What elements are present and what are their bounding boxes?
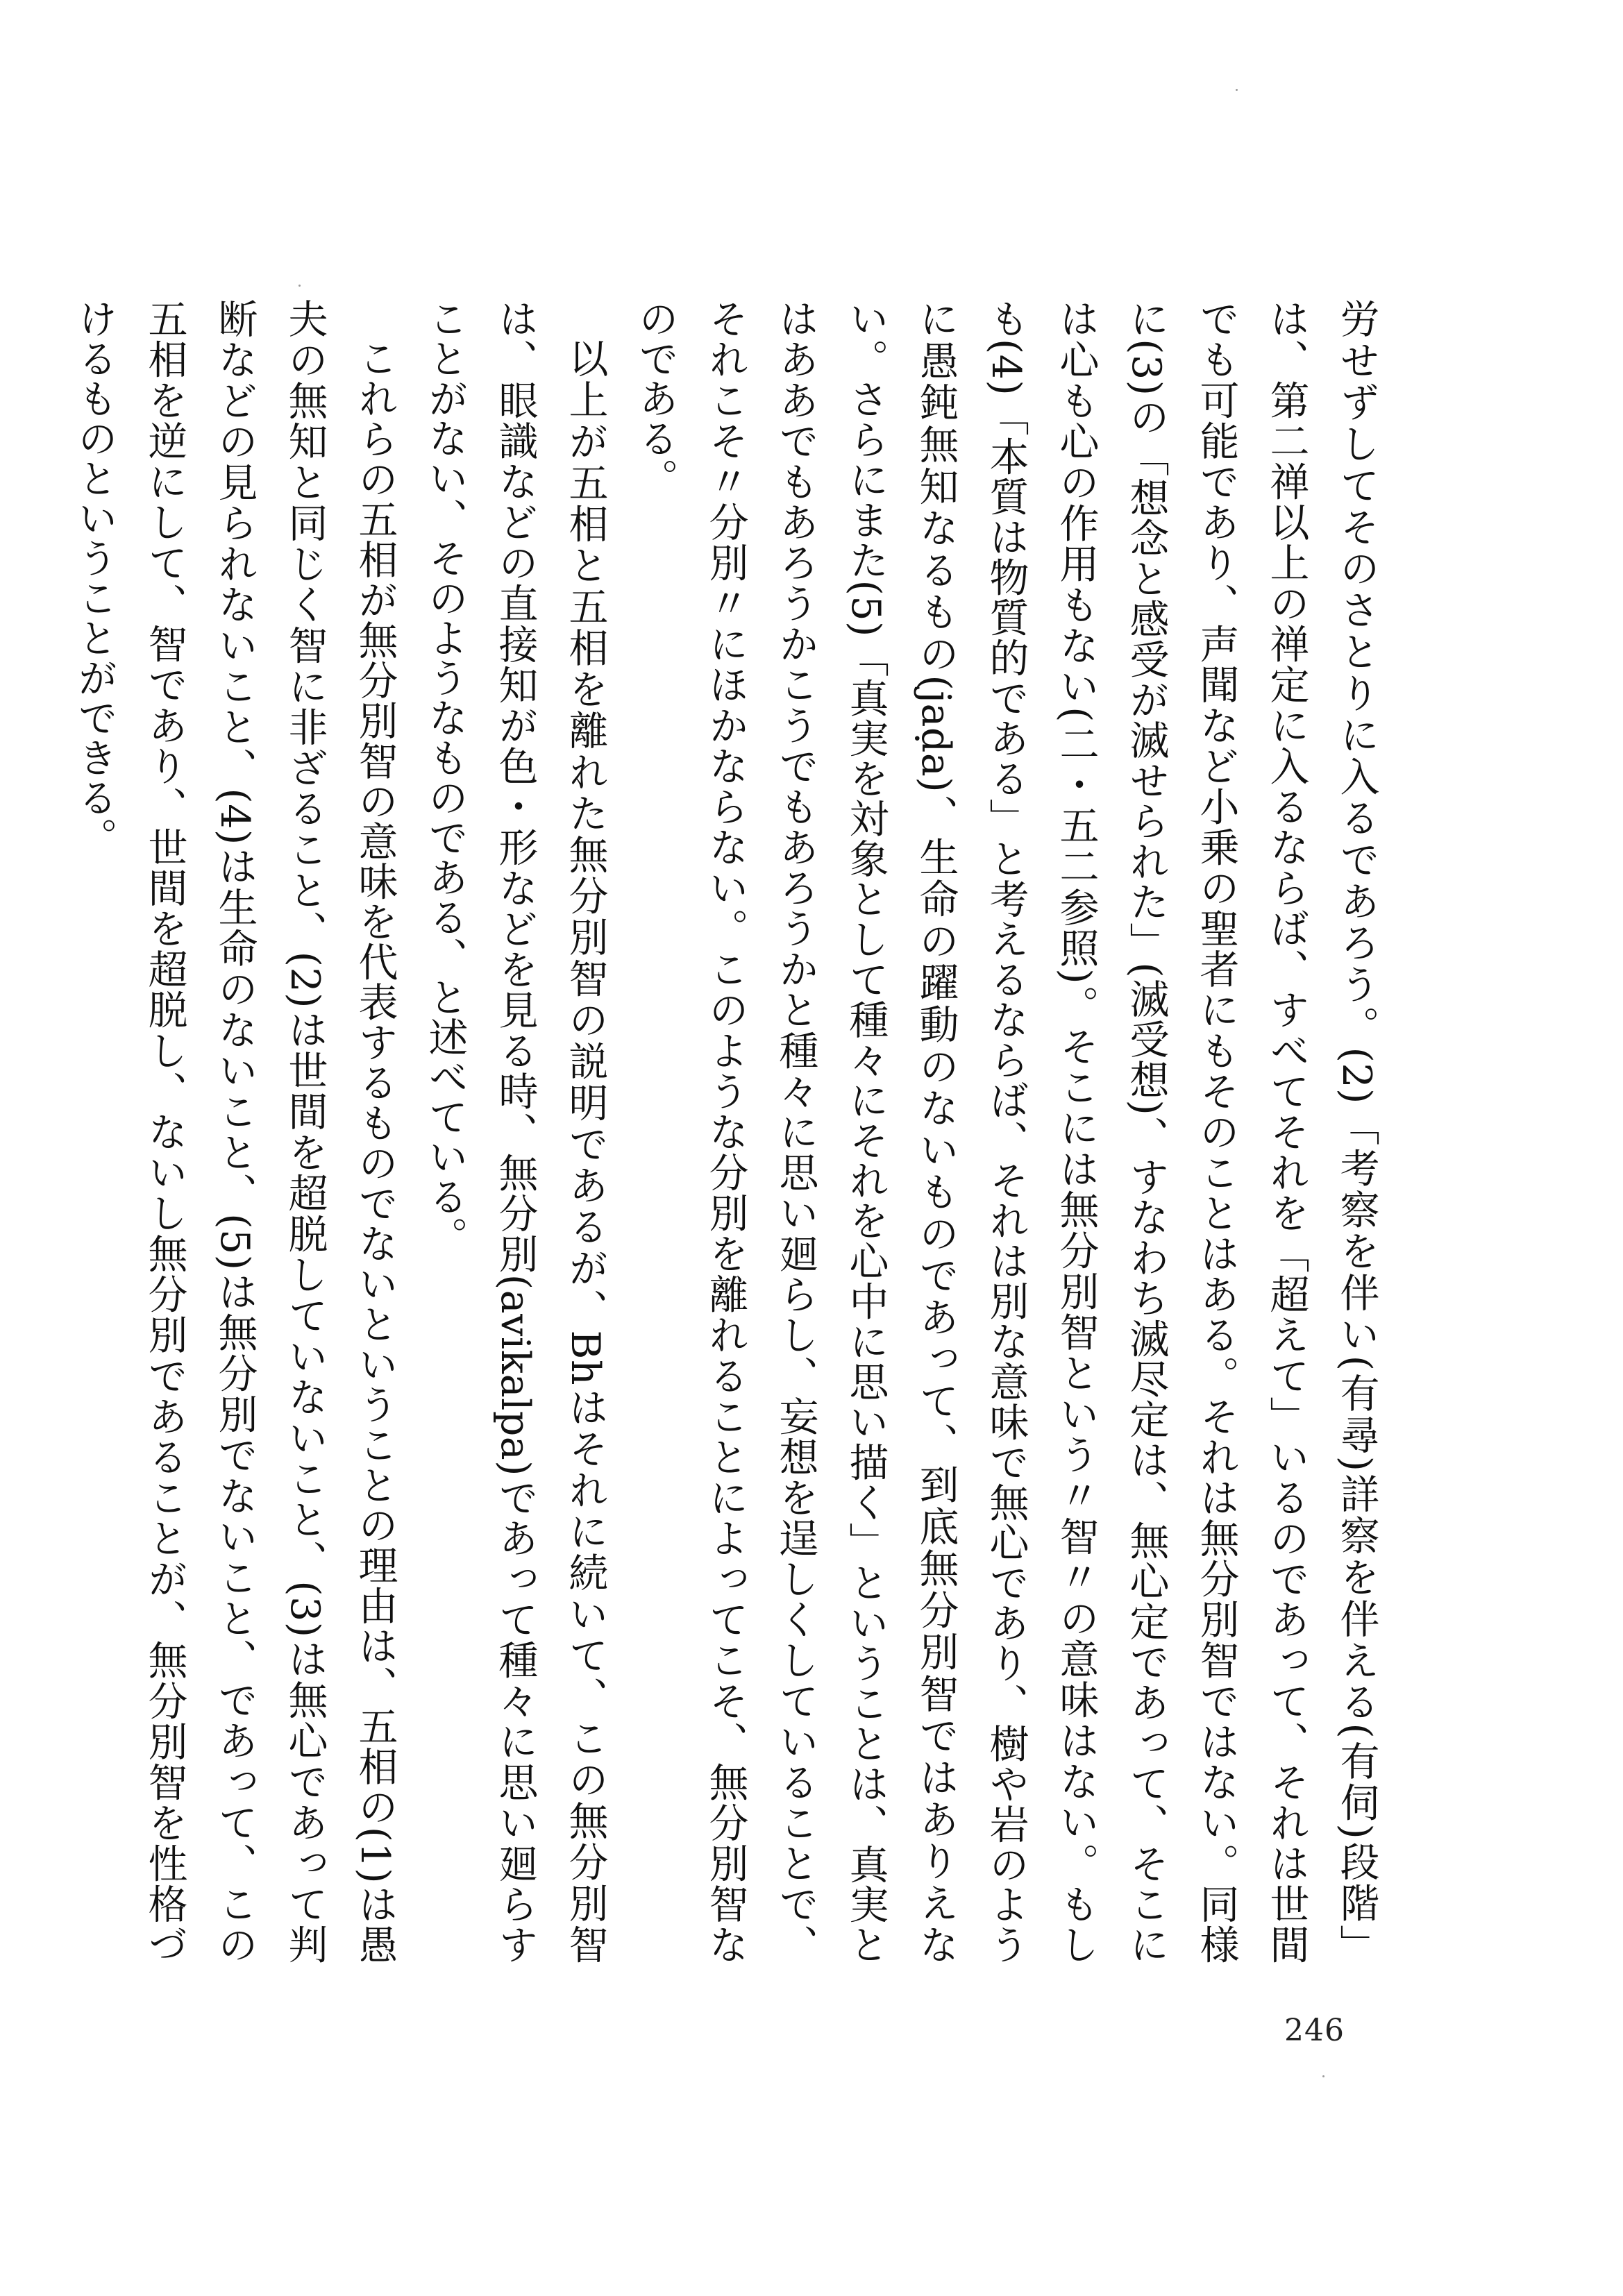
paragraph: 以上が五相と五相を離れた無分別智の説明であるが、Bhはそれに続いて、この無分別智は、眼識などの直接知が色・形などを見る時、無分別(avikalpa)であって種々に思い廻らすことがない、そのようなものである、と述べている。 bbox=[422, 298, 608, 1964]
scan-speck bbox=[1236, 89, 1238, 91]
body-text bbox=[72, 298, 1391, 1964]
paragraph: 労せずしてそのさとりに入るであろう。(2)「考察を伴い(有尋)詳察を伴える(有伺)段階」は、第二禅以上の禅定に入るならば、すべてそれを「超えて」いるのであって、それは世間でも可能であり、声聞など小乗の聖者にもそのことはある。それは無分別智ではない。同様に(3)の「想念と感受が滅せられた」(滅受想)、すなわち滅尽定は、無心定であって、そこには心も心の作用もない(二・五二参照)。そこには無分別智という〃智〃の意味はない。もしも(4)「本質は物質的である」と考えるならば、それは別な意味で無心であり、樹や岩のように愚鈍無知なるもの(jaḍa)、生命の躍動のないものであって、到底無分別智ではありえない。さらにまた(5)「真実を対象として種々にそれを心中に思い描く」ということは、真実とはああでもあろうかこうでもあろうかと種々に思い廻らし、妄想を逞しくしていることで、それこそ〃分別〃にほかならない。このような分別を離れることによってこそ、無分別智なのである。 bbox=[632, 298, 1379, 1964]
scan-speck bbox=[1322, 2075, 1325, 2077]
scan-speck bbox=[298, 285, 301, 287]
paragraph: これらの五相が無分別智の意味を代表するものでないということの理由は、五相の(1)は愚夫の無知と同じく智に非ざること、(2)は世間を超脱していないこと、(3)は無心であって判断などの見られないこと、(4)は生命のないこと、(5)は無分別でないこと、であって、この五相を逆にして、智であり、世間を超脱し、ないし無分別であることが、無分別智を性格づけるものということができる。 bbox=[72, 298, 398, 1964]
page-number: 246 bbox=[1284, 2013, 1345, 2048]
